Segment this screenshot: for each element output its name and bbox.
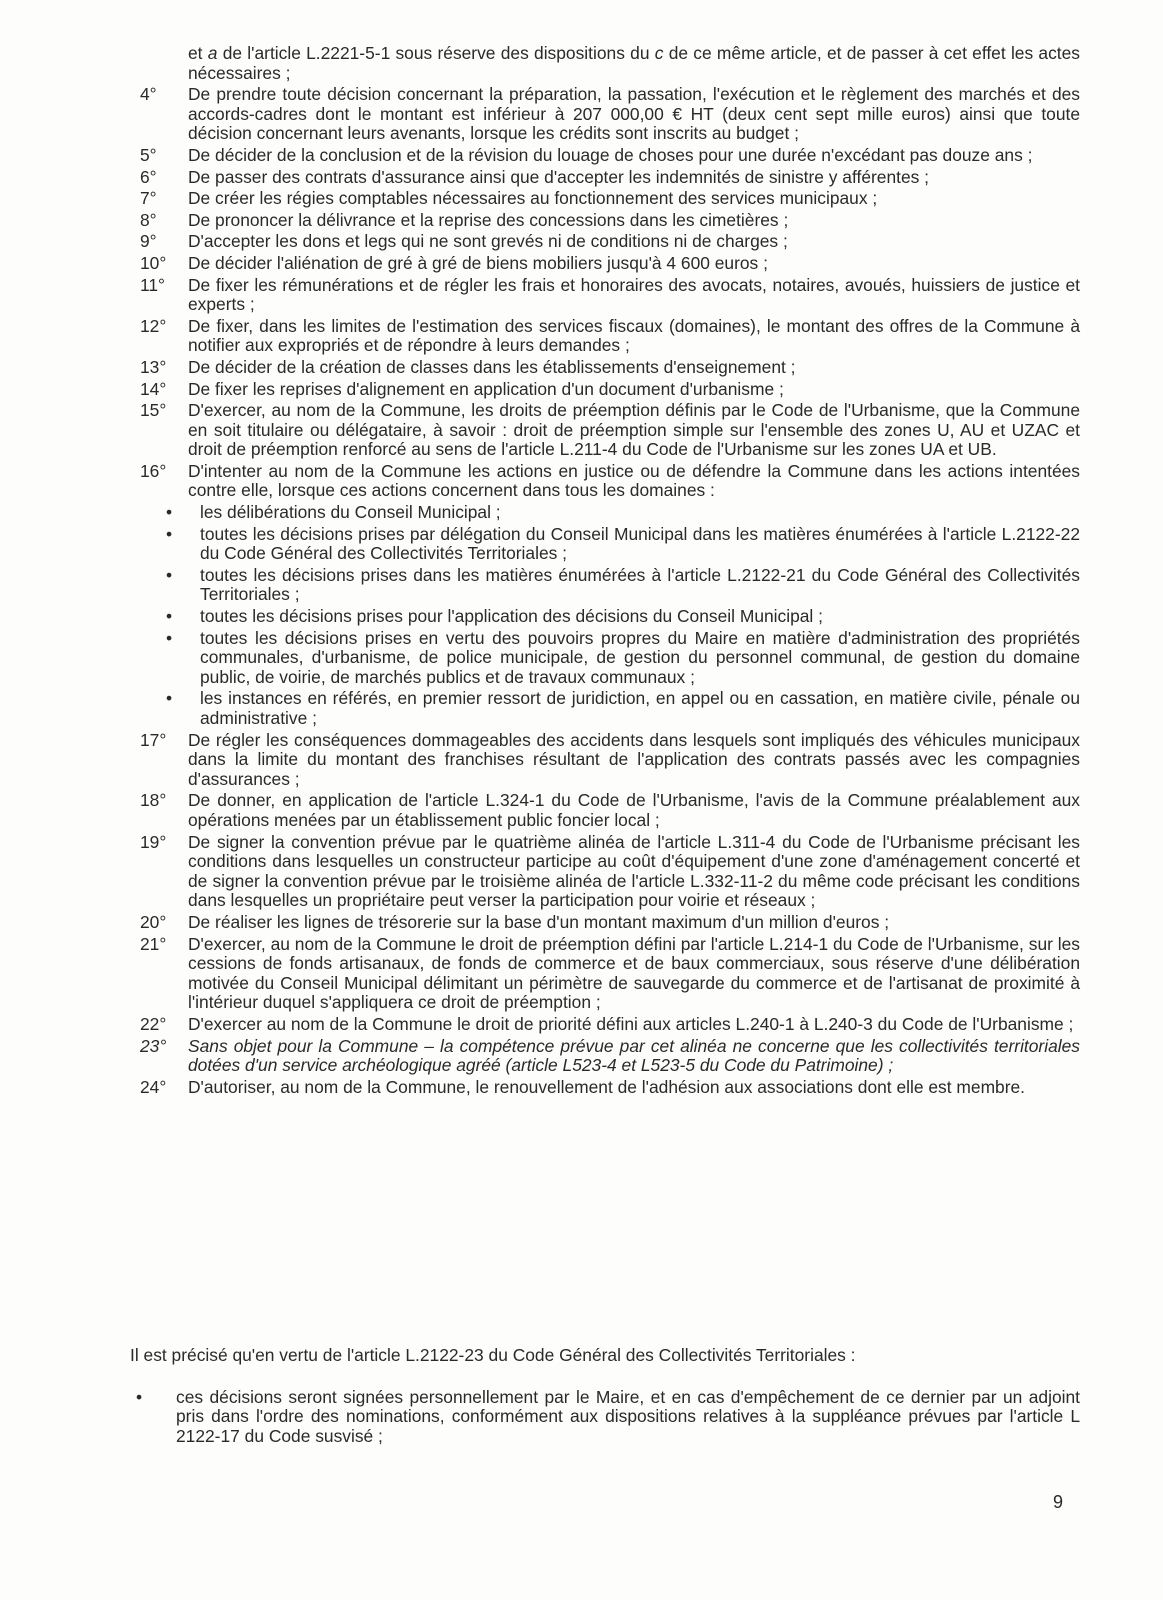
item-number: 4° bbox=[140, 84, 157, 105]
list-item-17 bbox=[130, 731, 1080, 790]
list-item-5 bbox=[130, 146, 1080, 166]
item-number: 6° bbox=[140, 166, 157, 187]
closing-paragraph: Il est précisé qu'en vertu de l'article L.2122-23 du Code Général des Collectivités Territoriales : bbox=[130, 1345, 856, 1365]
intro-continuation bbox=[130, 44, 1080, 83]
closing-section bbox=[130, 1346, 1080, 1446]
list-item-18 bbox=[130, 791, 1080, 830]
item-text: D'accepter les dons et legs qui ne sont grevés ni de conditions ni de charges ; bbox=[188, 231, 788, 252]
item-number: 12° bbox=[140, 315, 167, 336]
list-item-6 bbox=[130, 168, 1080, 188]
item-number: 9° bbox=[140, 231, 157, 252]
item-number: 20° bbox=[140, 911, 167, 932]
item-text: De passer des contrats d'assurance ainsi que d'accepter les indemnités de sinistre y afférentes ; bbox=[188, 166, 929, 187]
list-item-19 bbox=[130, 833, 1080, 911]
item-text: D'autoriser, au nom de la Commune, le renouvellement de l'adhésion aux associations dont elle est membre. bbox=[188, 1076, 1026, 1097]
item-text: D'exercer, au nom de la Commune, les droits de préemption définis par le Code de l'Urbanisme, que la Commune en soit titulaire ou délégataire, à savoir : droit de préemption simple sur l'ensemble des zones U, AU et UZAC et droit de préemption renforcé au sens de l'article L.211-4 du Code de l'Urbanisme sur les zones UA et UB. bbox=[188, 400, 1080, 460]
intro-text: et a de l'article L.2221-5-1 sous réserve des dispositions du c de ce même article, et de passer à cet effet les actes nécessaires ; bbox=[188, 43, 1080, 83]
list-item-24 bbox=[130, 1078, 1080, 1098]
sub-bullet-text: toutes les décisions prises dans les matières énumérées à l'article L.2122-21 du Code Général des Collectivités Territoriales ; bbox=[200, 564, 1080, 605]
bullet-icon: • bbox=[166, 627, 173, 648]
sub-bullet-text: toutes les décisions prises pour l'application des décisions du Conseil Municipal ; bbox=[200, 606, 823, 627]
list-item-23 bbox=[130, 1037, 1080, 1076]
list-item-9 bbox=[130, 232, 1080, 252]
bullet-icon: • bbox=[166, 606, 173, 627]
sub-bullet-text: toutes les décisions prises en vertu des pouvoirs propres du Maire en matière d'administration des propriétés communales, d'urbanisme, de police municipale, de gestion du personnel communal, de gestion du domaine public, de voirie, de marchés publics et de travaux communaux ; bbox=[200, 627, 1080, 687]
sub-bullet-text: toutes les décisions prises par délégation du Conseil Municipal dans les matières énumérées à l'article L.2122-22 du Code Général des Collectivités Territoriales ; bbox=[200, 523, 1080, 564]
sub-bullet-item bbox=[166, 607, 1080, 627]
item-number: 22° bbox=[140, 1013, 167, 1034]
item-text: Sans objet pour la Commune – la compétence prévue par cet alinéa ne concerne que les collectivités territoriales dotées d'un service archéologique agréé (article L523-4 et L523-5 du Code du Patrimoine) ; bbox=[188, 1035, 1080, 1076]
item-number: 14° bbox=[140, 378, 167, 399]
list-item-21 bbox=[130, 935, 1080, 1013]
item-text: De fixer les rémunérations et de régler les frais et honoraires des avocats, notaires, avoués, huissiers de justice et experts ; bbox=[188, 274, 1080, 315]
list-item-14 bbox=[130, 380, 1080, 400]
delegation-list bbox=[130, 44, 1080, 1099]
list-item-16 bbox=[130, 462, 1080, 501]
item-number: 5° bbox=[140, 144, 157, 165]
bullet-icon: • bbox=[136, 1386, 143, 1407]
item-number: 11° bbox=[140, 274, 166, 295]
list-item-15 bbox=[130, 401, 1080, 460]
item-number: 8° bbox=[140, 209, 157, 230]
closing-bullet-text: ces décisions seront signées personnellement par le Maire, et en cas d'empêchement de ce dernier par un adjoint pris dans l'ordre des nominations, conformément aux dispositions relatives à la suppléance prévues par l'article L 2122-17 du Code susvisé ; bbox=[176, 1386, 1080, 1446]
item-number: 10° bbox=[140, 252, 167, 273]
item-text: D'exercer au nom de la Commune le droit de priorité défini aux articles L.240-1 à L.240-3 du Code de l'Urbanisme ; bbox=[188, 1013, 1074, 1034]
closing-bullet-item bbox=[130, 1388, 1080, 1447]
item-text: De régler les conséquences dommageables des accidents dans lesquels sont impliqués des véhicules municipaux dans la limite du montant des franchises résultant de l'application des contrats passés avec les compagnies d'assurances ; bbox=[188, 729, 1080, 789]
item-number: 19° bbox=[140, 831, 167, 852]
item-number: 15° bbox=[140, 400, 167, 421]
bullet-icon: • bbox=[166, 523, 173, 544]
item-text: De prononcer la délivrance et la reprise des concessions dans les cimetières ; bbox=[188, 209, 789, 230]
item-text: De signer la convention prévue par le quatrième alinéa de l'article L.311-4 du Code de l'Urbanisme précisant les conditions dans lesquelles un constructeur participe au coût d'équipement d'une zone d'aménagement concerté et de signer la convention prévue par le troisième alinéa de l'article L.332-11-2 du même code précisant les conditions dans lesquelles un propriétaire peut verser la participation pour voirie et réseaux ; bbox=[188, 831, 1080, 911]
item-text: De prendre toute décision concernant la préparation, la passation, l'exécution et le règlement des marchés et des accords-cadres dont le montant est inférieur à 207 000,00 € HT (deux cent sept mille euros) ainsi que toute décision concernant leurs avenants, lorsque les crédits sont inscrits au budget ; bbox=[188, 84, 1080, 144]
item-text: De réaliser les lignes de trésorerie sur la base d'un montant maximum d'un million d'euros ; bbox=[188, 911, 890, 932]
list-item-22 bbox=[130, 1015, 1080, 1035]
page-number: 9 bbox=[1052, 1492, 1063, 1512]
sub-bullet-item bbox=[166, 525, 1080, 564]
item-text: D'intenter au nom de la Commune les actions en justice ou de défendre la Commune dans les actions intentées contre elle, lorsque ces actions concernent dans tous les domaines : bbox=[188, 460, 1080, 501]
sub-bullet-item bbox=[166, 566, 1080, 605]
item-number: 7° bbox=[140, 188, 157, 209]
item-number: 16° bbox=[140, 460, 167, 481]
item-number: 23° bbox=[140, 1035, 167, 1056]
list-item-20 bbox=[130, 913, 1080, 933]
list-item-4 bbox=[130, 85, 1080, 144]
list-item-11 bbox=[130, 276, 1080, 315]
sub-bullet-item bbox=[166, 629, 1080, 688]
item-text: De donner, en application de l'article L.324-1 du Code de l'Urbanisme, l'avis de la Commune préalablement aux opérations menées par un établissement public foncier local ; bbox=[188, 790, 1080, 830]
bullet-icon: • bbox=[166, 502, 173, 523]
sub-bullet-item bbox=[166, 503, 1080, 523]
list-item-7 bbox=[130, 189, 1080, 209]
item-text: De décider l'aliénation de gré à gré de biens mobiliers jusqu'à 4 600 euros ; bbox=[188, 252, 768, 273]
sub-bullet-text: les instances en référés, en premier ressort de juridiction, en appel ou en cassation, en matière civile, pénale ou administrative ; bbox=[200, 688, 1080, 728]
list-item-13 bbox=[130, 358, 1080, 378]
list-item-12 bbox=[130, 317, 1080, 356]
item-number: 17° bbox=[140, 729, 167, 750]
item-number: 21° bbox=[140, 933, 167, 954]
item-text: De créer les régies comptables nécessaires au fonctionnement des services municipaux ; bbox=[188, 188, 878, 209]
item-text: De décider de la conclusion et de la révision du louage de choses pour une durée n'excédant pas douze ans ; bbox=[188, 144, 1033, 165]
item-number: 24° bbox=[140, 1076, 167, 1097]
sub-bullet-text: les délibérations du Conseil Municipal ; bbox=[200, 502, 501, 523]
bullet-icon: • bbox=[166, 688, 173, 709]
item-text: De fixer les reprises d'alignement en application d'un document d'urbanisme ; bbox=[188, 378, 784, 399]
list-item-8 bbox=[130, 211, 1080, 231]
item-number: 13° bbox=[140, 356, 167, 377]
item-number: 18° bbox=[140, 790, 167, 811]
item-text: De fixer, dans les limites de l'estimation des services fiscaux (domaines), le montant des offres de la Commune à notifier aux expropriés et de répondre à leurs demandes ; bbox=[188, 315, 1080, 356]
list-item-10 bbox=[130, 254, 1080, 274]
item-text: De décider de la création de classes dans les établissements d'enseignement ; bbox=[188, 356, 796, 377]
item-text: D'exercer, au nom de la Commune le droit de préemption défini par l'article L.214-1 du Code de l'Urbanisme, sur les cessions de fonds artisanaux, de fonds de commerce et de baux commerciaux, sous réserve d'une délibération motivée du Conseil Municipal délimitant un périmètre de sauvegarde du commerce et de l'artisanat de proximité à l'intérieur duquel s'appliquera ce droit de préemption ; bbox=[188, 933, 1080, 1013]
bullet-icon: • bbox=[166, 564, 173, 585]
sub-bullet-item bbox=[166, 689, 1080, 728]
